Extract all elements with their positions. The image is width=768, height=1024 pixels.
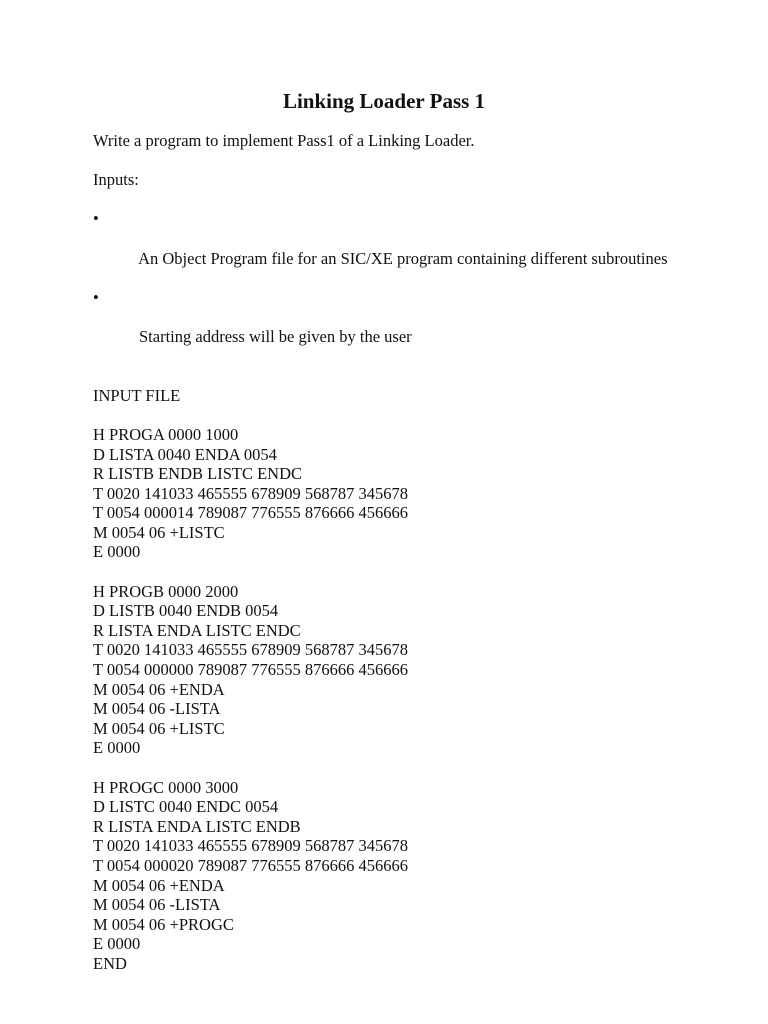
document-body	[93, 131, 733, 993]
record-line: M 0054 06 +LISTC	[93, 718, 225, 738]
record-line: E 0000	[93, 738, 141, 758]
record-line: T 0054 000020 789087 776555 876666 456666	[93, 855, 409, 875]
list-item-text: An Object Program file for an SIC/XE program containing different subroutines	[138, 248, 668, 268]
record-line: R LISTA ENDA LISTC ENDC	[93, 620, 301, 640]
record-line: D LISTA 0040 ENDA 0054	[93, 444, 277, 464]
bullet-icon: •	[93, 287, 99, 307]
list-item	[93, 288, 733, 366]
record-line: E 0000	[93, 934, 141, 954]
inputs-list	[93, 209, 733, 366]
record-line: R LISTA ENDA LISTC ENDB	[93, 816, 301, 836]
record-line: H PROGC 0000 3000	[93, 777, 239, 797]
record-line: D LISTC 0040 ENDC 0054	[93, 797, 279, 817]
record-line: M 0054 06 +ENDA	[93, 679, 225, 699]
inputs-label: Inputs:	[93, 170, 139, 190]
object-program-progc	[93, 778, 733, 974]
list-item	[93, 209, 733, 287]
record-line: M 0054 06 +ENDA	[93, 875, 225, 895]
document-title: Linking Loader Pass 1	[282, 89, 486, 113]
record-line: T 0054 000000 789087 776555 876666 456666	[93, 660, 409, 680]
record-line: M 0054 06 +PROGC	[93, 914, 234, 934]
object-program-proga	[93, 425, 733, 562]
record-line: END	[93, 953, 127, 973]
record-line: E 0000	[93, 542, 141, 562]
intro-paragraph: Write a program to implement Pass1 of a Linking Loader.	[93, 131, 475, 150]
object-program-progb	[93, 582, 733, 758]
record-line: M 0054 06 -LISTA	[93, 895, 221, 915]
record-line: T 0020 141033 465555 678909 568787 345678	[93, 640, 409, 660]
record-line: H PROGA 0000 1000	[93, 424, 239, 444]
bullet-icon: •	[93, 209, 99, 229]
record-line: T 0020 141033 465555 678909 568787 345678	[93, 836, 409, 856]
record-line: R LISTB ENDB LISTC ENDC	[93, 464, 303, 484]
list-item-text: Starting address will be given by the user	[139, 326, 412, 346]
record-line: M 0054 06 -LISTA	[93, 699, 221, 719]
record-line: T 0020 141033 465555 678909 568787 345678	[93, 483, 409, 503]
record-line: T 0054 000014 789087 776555 876666 456666	[93, 503, 409, 523]
input-file-label: INPUT FILE	[93, 385, 181, 405]
record-line: D LISTB 0040 ENDB 0054	[93, 601, 279, 621]
record-line: H PROGB 0000 2000	[93, 581, 239, 601]
record-line: M 0054 06 +LISTC	[93, 522, 225, 542]
